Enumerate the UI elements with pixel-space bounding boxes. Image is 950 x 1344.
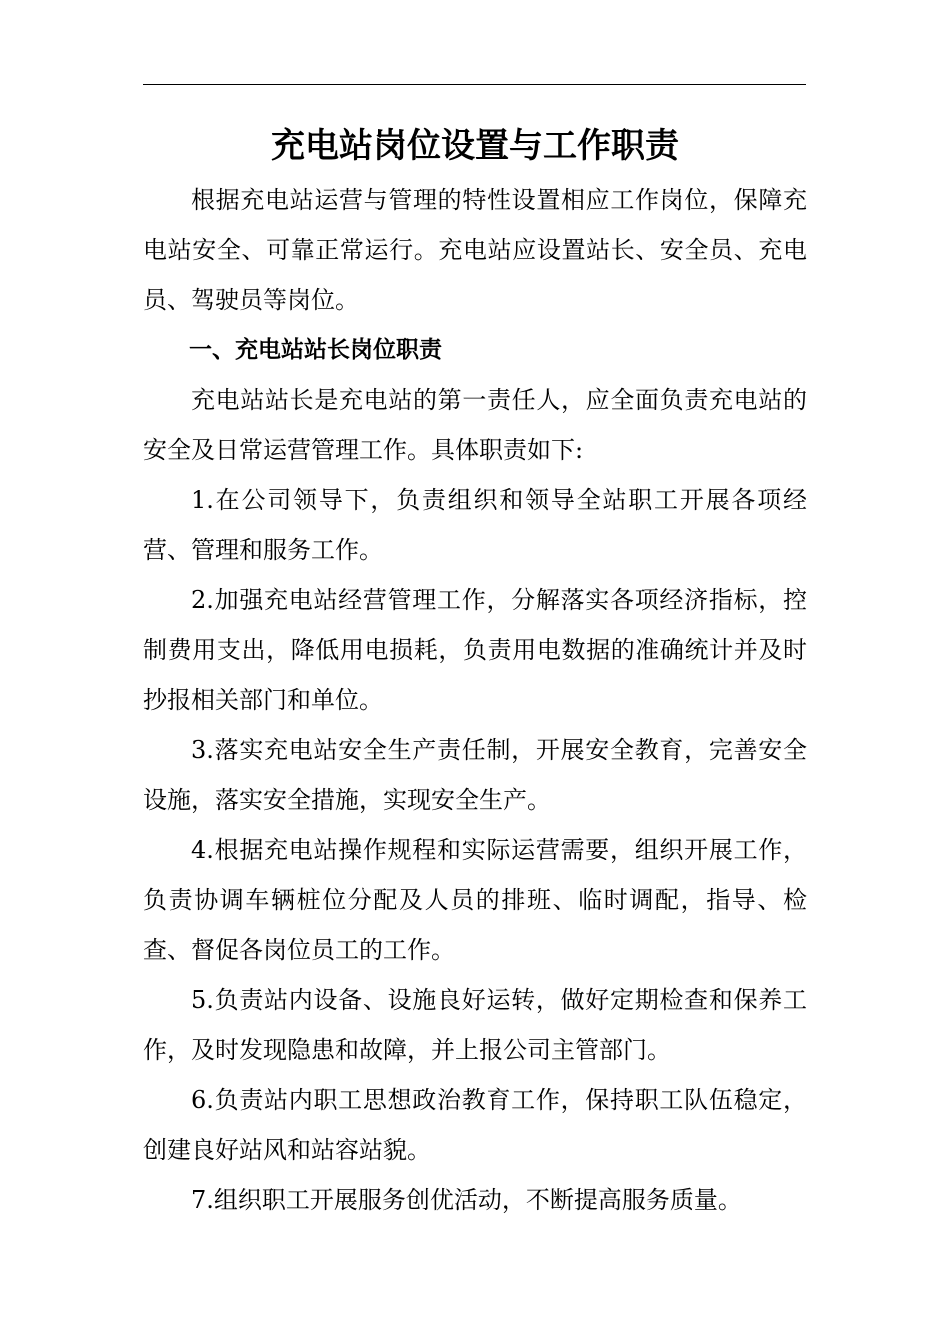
duty-item-5: 5.负责站内设备、设施良好运转，做好定期检查和保养工作，及时发现隐患和故障，并上报公司主管部门。 [143, 986, 807, 1064]
section-lead-paragraph: 充电站站长是充电站的第一责任人，应全面负责充电站的安全及日常运营管理工作。具体职责如下: [143, 386, 807, 464]
duty-item-4: 4.根据充电站操作规程和实际运营需要，组织开展工作，负责协调车辆桩位分配及人员的排班、临时调配，指导、检查、督促各岗位员工的工作。 [143, 836, 807, 964]
section-heading: 一、充电站站长岗位职责 [189, 337, 442, 363]
duty-item-1: 1.在公司领导下，负责组织和领导全站职工开展各项经营、管理和服务工作。 [143, 486, 807, 564]
document-title: 充电站岗位设置与工作职责 [271, 126, 679, 166]
duty-item-6: 6.负责站内职工思想政治教育工作，保持职工队伍稳定，创建良好站风和站容站貌。 [143, 1086, 807, 1164]
intro-paragraph: 根据充电站运营与管理的特性设置相应工作岗位，保障充电站安全、可靠正常运行。充电站应设置站长、安全员、充电员、驾驶员等岗位。 [143, 186, 807, 314]
header-rule [143, 84, 806, 85]
document-body [143, 175, 807, 1225]
duty-item-7: 7.组织职工开展服务创优活动，不断提高服务质量。 [191, 1186, 742, 1214]
duty-item-2: 2.加强充电站经营管理工作，分解落实各项经济指标，控制费用支出，降低用电损耗，负责用电数据的准确统计并及时抄报相关部门和单位。 [143, 586, 807, 714]
duty-item-3: 3.落实充电站安全生产责任制，开展安全教育，完善安全设施，落实安全措施，实现安全生产。 [143, 736, 807, 814]
